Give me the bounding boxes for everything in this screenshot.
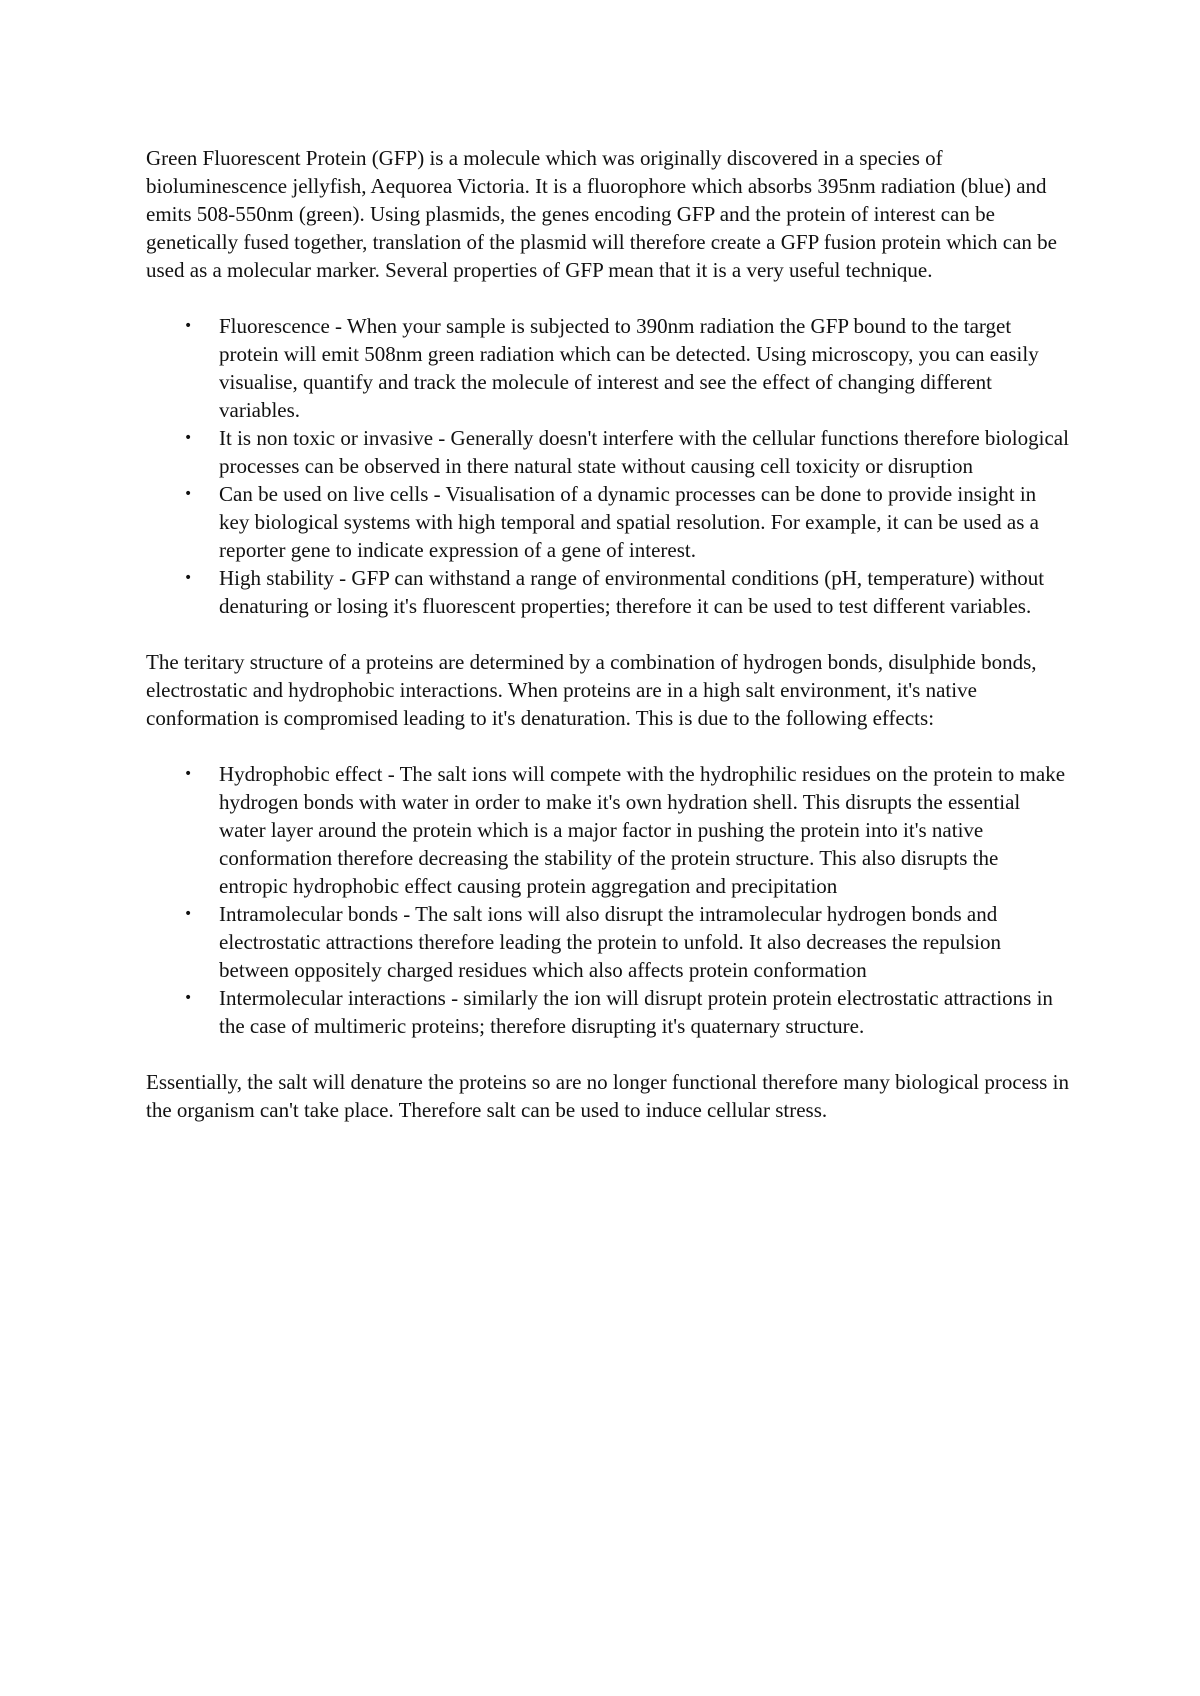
list-item-text: Fluorescence - When your sample is subjected to 390nm radiation the GFP bound to the target protein will emit 508nm green radiation which can be detected. Using microscopy, you can easily visualise, quantify and track the molecule of interest and see the effect of changing different variables. [219,314,1039,422]
document-page [146,144,1071,1152]
list-item [146,760,1071,900]
bullet-icon: • [184,486,193,502]
gfp-properties-list [146,312,1071,620]
list-item-text: Intermolecular interactions - similarly the ion will disrupt protein protein electrostatic attractions in the case of multimeric proteins; therefore disrupting it's quaternary structure. [219,986,1053,1038]
bullet-icon: • [184,990,193,1006]
bullet-icon: • [184,430,193,446]
intro-paragraph: Green Fluorescent Protein (GFP) is a molecule which was originally discovered in a species of bioluminescence jellyfish, Aequorea Victoria. It is a fluorophore which absorbs 395nm radiation (blue) and emits 508-550nm (green). Using plasmids, the genes encoding GFP and the protein of interest can be genetically fused together, translation of the plasmid will therefore create a GFP fusion protein which can be used as a molecular marker. Several properties of GFP mean that it is a very useful technique. [146,146,1057,282]
list-item-text: Intramolecular bonds - The salt ions will also disrupt the intramolecular hydrogen bonds and electrostatic attractions therefore leading the protein to unfold. It also decreases the repulsion between oppositely charged residues which also affects protein conformation [219,902,1001,982]
list-item [146,424,1071,480]
salt-effects-list [146,760,1071,1040]
list-item [146,564,1071,620]
list-item [146,312,1071,424]
list-item-text: Can be used on live cells - Visualisation of a dynamic processes can be done to provide insight in key biological systems with high temporal and spatial resolution. For example, it can be used as a reporter gene to indicate expression of a gene of interest. [219,482,1039,562]
list-item [146,984,1071,1040]
list-item-text: It is non toxic or invasive - Generally doesn't interfere with the cellular functions therefore biological processes can be observed in there natural state without causing cell toxicity or disruption [219,426,1069,478]
bullet-icon: • [184,766,193,782]
conclusion-paragraph: Essentially, the salt will denature the proteins so are no longer functional therefore many biological process in the organism can't take place. Therefore salt can be used to induce cellular stress. [146,1070,1069,1122]
list-item-text: Hydrophobic effect - The salt ions will compete with the hydrophilic residues on the protein to make hydrogen bonds with water in order to make it's own hydration shell. This disrupts the essential water layer around the protein which is a major factor in pushing the protein into it's native conformation therefore decreasing the stability of the protein structure. This also disrupts the entropic hydrophobic effect causing protein aggregation and precipitation [219,762,1066,898]
bullet-icon: • [184,318,193,334]
list-item-text: High stability - GFP can withstand a range of environmental conditions (pH, temperature) without denaturing or losing it's fluorescent properties; therefore it can be used to test different variables. [219,566,1045,618]
list-item [146,480,1071,564]
bullet-icon: • [184,906,193,922]
list-item [146,900,1071,984]
bullet-icon: • [184,570,193,586]
structure-paragraph: The teritary structure of a proteins are determined by a combination of hydrogen bonds, disulphide bonds, electrostatic and hydrophobic interactions. When proteins are in a high salt environment, it's native conformation is compromised leading to it's denaturation. This is due to the following effects: [146,650,1037,730]
